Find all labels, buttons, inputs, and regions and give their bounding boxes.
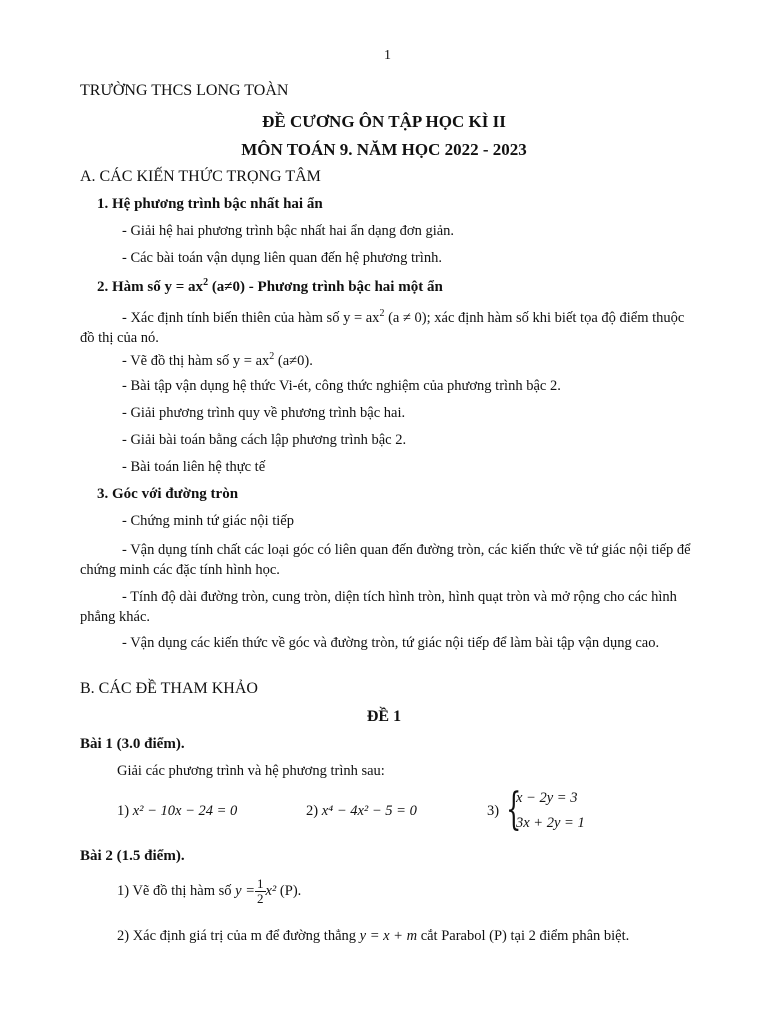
bai2-question-2 <box>117 928 629 945</box>
topic2-item <box>80 304 696 348</box>
bai1-intro: Giải các phương trình và hệ phương trình sau: <box>117 763 385 779</box>
topic2-item: - Bài tập vận dụng hệ thức Vi-ét, công thức nghiệm của phương trình bậc 2. <box>122 378 561 394</box>
superscript: 2 <box>269 351 275 362</box>
topic2-item <box>122 351 313 370</box>
section-b-heading: B. CÁC ĐỀ THAM KHẢO <box>80 680 258 697</box>
topic2-item: - Giải phương trình quy về phương trình bậc hai. <box>122 405 406 421</box>
document-title: ĐỀ CƯƠNG ÔN TẬP HỌC KÌ II <box>262 112 506 131</box>
topic3-item: - Chứng minh tứ giác nội tiếp <box>122 513 294 529</box>
topic2-item: - Bài toán liên hệ thực tế <box>122 459 266 475</box>
topic2-item: - Giải bài toán bằng cách lập phương trình bậc 2. <box>122 432 407 448</box>
math-lhs: y = <box>235 882 255 899</box>
page-number: 1 <box>384 48 391 63</box>
equation-3-label: 3) <box>487 803 500 819</box>
math-rhs: x² <box>265 882 277 899</box>
section-a-heading: A. CÁC KIẾN THỨC TRỌNG TÂM <box>80 168 321 185</box>
equation-1 <box>117 803 237 820</box>
brace-icon: { <box>506 784 522 835</box>
equation-2 <box>306 803 417 820</box>
topic2-heading <box>97 277 443 296</box>
superscript: 2 <box>203 277 209 288</box>
system-line-1: x − 2y = 3 <box>516 790 578 806</box>
question-text: cắt Parabol (P) tại 2 điểm phân biệt. <box>420 928 630 944</box>
topic1-item: - Các bài toán vận dụng liên quan đến hệ phương trình. <box>122 250 442 266</box>
bai2-question-1 <box>117 877 301 906</box>
topic2-heading-text: 2. Hàm số y = ax <box>97 279 204 295</box>
item-text: - Xác định tính biến thiên của hàm số y = ax <box>122 309 380 326</box>
equation-math: x² − 10x − 24 = 0 <box>132 803 238 819</box>
fraction-numerator: 1 <box>257 876 264 891</box>
item-text: (a≠0). <box>274 352 313 369</box>
system-line-2: 3x + 2y = 1 <box>516 815 585 831</box>
document-subtitle: MÔN TOÁN 9. NĂM HỌC 2022 - 2023 <box>241 140 527 159</box>
topic3-heading: 3. Góc với đường tròn <box>97 486 239 502</box>
bai1-heading: Bài 1 (3.0 điểm). <box>80 736 185 752</box>
equation-math: x⁴ − 4x² − 5 = 0 <box>321 803 417 819</box>
topic3-item: - Tính độ dài đường tròn, cung tròn, diện tích hình tròn, hình quạt tròn và mở rộng cho các hình phẳng khác. <box>80 589 677 625</box>
question-text: (P). <box>279 882 302 899</box>
superscript: 2 <box>379 308 385 319</box>
equation-label: 2) <box>306 803 319 819</box>
school-name: TRƯỜNG THCS LONG TOÀN <box>80 82 289 99</box>
fraction-denominator: 2 <box>257 891 264 906</box>
bai2-heading: Bài 2 (1.5 điểm). <box>80 848 185 864</box>
item-text: (a ≠ 0); xác định hàm số khi biết tọa độ điểm thuộc đồ thị của nó. <box>80 309 685 346</box>
question-text: 1) Vẽ đồ thị hàm số <box>117 882 232 899</box>
equation-system <box>506 784 606 836</box>
question-text: 2) Xác định giá trị của m để đường thẳng <box>117 928 357 944</box>
topic1-heading: 1. Hệ phương trình bậc nhất hai ẩn <box>97 196 323 212</box>
fraction <box>255 877 266 906</box>
exam-title: ĐỀ 1 <box>366 708 402 725</box>
equation-label: 1) <box>117 803 130 819</box>
topic3-item: - Vận dụng các kiến thức về góc và đường tròn, tứ giác nội tiếp để làm bài tập vận dụng cao. <box>122 635 660 651</box>
topic3-item: - Vận dụng tính chất các loại góc có liên quan đến đường tròn, các kiến thức về tứ giác nội tiếp để chứng minh các đặc tính hình học. <box>80 542 691 578</box>
topic1-item: - Giải hệ hai phương trình bậc nhất hai ẩn dạng đơn giản. <box>122 223 455 239</box>
topic2-heading-text: (a≠0) - Phương trình bậc hai một ẩn <box>208 279 443 295</box>
math-expression: y = x + m <box>359 928 418 944</box>
item-text: - Vẽ đồ thị hàm số y = ax <box>122 352 270 369</box>
